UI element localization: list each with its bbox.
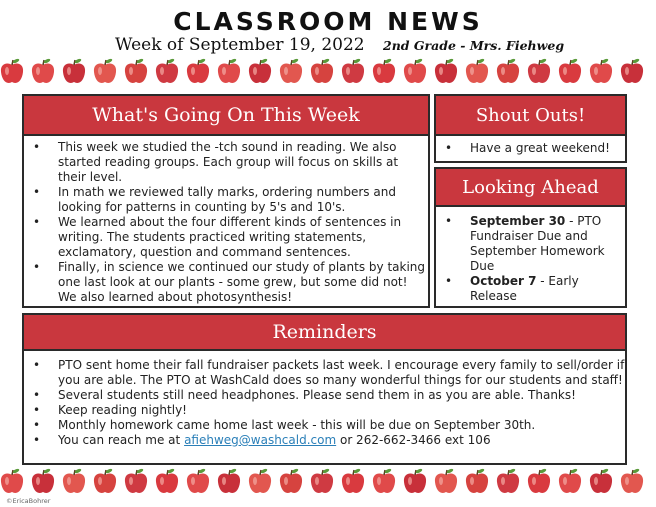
contact-prefix: You can reach me at: [58, 433, 185, 447]
list-item: • Several students still need headphones. Please send them in as you are able. Thanks!: [24, 388, 625, 403]
list-item: • Finally, in science we continued our study of plants by taking one last look at our plants - some grew, but some did not! We also learned about photosynthesis!: [24, 260, 428, 305]
apple-icon: [590, 58, 612, 83]
apple-icon: [94, 468, 116, 493]
apple-icon: [311, 468, 333, 493]
teacher-name: 2nd Grade - Mrs. Fiehweg: [383, 38, 565, 53]
apple-border-bottom: [0, 468, 656, 498]
list-item: • Have a great weekend!: [436, 141, 625, 156]
apple-icon: [1, 58, 23, 83]
apple-icon: [621, 468, 643, 493]
reminders-box: [22, 313, 627, 465]
apple-icon: [528, 468, 550, 493]
email-link[interactable]: afiehweg@washcald.com: [184, 433, 337, 447]
apple-icon: [466, 58, 488, 83]
newsletter-title: CLASSROOM NEWS: [173, 7, 483, 36]
list-item: • We learned about the four different kinds of sentences in writing. The students practiced writing statements, exclamatory, question and command sentences.: [24, 215, 428, 260]
shout-outs-list: [436, 136, 625, 156]
apple-icon: [497, 468, 519, 493]
apple-icon: [373, 58, 395, 83]
apple-icon: [342, 468, 364, 493]
apple-icon: [63, 58, 85, 83]
shout-outs-heading: Shout Outs!: [436, 96, 625, 136]
list-item: • Monthly homework came home last week - this will be due on September 30th.: [24, 418, 625, 433]
going-on-box: [22, 94, 430, 308]
going-on-heading: What's Going On This Week: [24, 96, 428, 136]
list-item: • This week we studied the -tch sound in reading. We also started reading groups. Each group will focus on skills at their level.: [24, 140, 428, 185]
looking-ahead-heading: Looking Ahead: [436, 169, 625, 207]
apple-icon: [32, 468, 54, 493]
event-text: - PTO Fundraiser Due and September Homework Due: [470, 214, 605, 273]
apple-icon: [187, 58, 209, 83]
apple-icon: [125, 58, 147, 83]
apple-icon: [404, 58, 426, 83]
apple-icon: [559, 58, 581, 83]
apple-icon: [342, 58, 364, 83]
list-item: [436, 214, 625, 274]
event-date: September 30: [470, 214, 566, 228]
apple-icon: [466, 468, 488, 493]
apple-icon: [621, 58, 643, 83]
apple-icon: [94, 58, 116, 83]
apple-icon: [156, 468, 178, 493]
reminders-heading: Reminders: [24, 315, 625, 351]
list-item: [436, 274, 625, 304]
apple-icon: [590, 468, 612, 493]
apple-icon: [249, 468, 271, 493]
shout-outs-box: [434, 94, 627, 163]
week-date: Week of September 19, 2022: [115, 35, 365, 55]
apple-icon: [1, 468, 23, 493]
list-item: • In math we reviewed tally marks, ordering numbers and looking for patterns in counting by 5's and 10's.: [24, 185, 428, 215]
apple-icon: [218, 58, 240, 83]
going-on-list: [24, 136, 428, 305]
apple-icon: [373, 468, 395, 493]
apple-icon: [32, 58, 54, 83]
list-item: [24, 433, 625, 448]
apple-icon: [218, 468, 240, 493]
apple-icon: [404, 468, 426, 493]
event-text: - Early Release: [470, 274, 579, 303]
reminders-list: [24, 351, 625, 448]
copyright-text: ©EricaBohrer: [6, 497, 51, 505]
apple-icon: [435, 468, 457, 493]
apple-icon: [125, 468, 147, 493]
apple-icon: [311, 58, 333, 83]
contact-suffix: or 262-662-3466 ext 106: [336, 433, 491, 447]
apple-icon: [280, 468, 302, 493]
apple-icon: [63, 468, 85, 493]
apple-icon: [156, 58, 178, 83]
list-item: • Keep reading nightly!: [24, 403, 625, 418]
apple-icon: [497, 58, 519, 83]
list-item: • PTO sent home their fall fundraiser packets last week. I encourage every family to sell/order if you are able. The PTO at WashCald does so many wonderful things for our students and staff!: [24, 358, 625, 388]
apple-border-top: [0, 58, 656, 88]
apple-icon: [249, 58, 271, 83]
looking-ahead-list: [436, 207, 625, 304]
apple-icon: [280, 58, 302, 83]
looking-ahead-box: [434, 167, 627, 308]
apple-icon: [435, 58, 457, 83]
apple-icon: [559, 468, 581, 493]
apple-icon: [528, 58, 550, 83]
apple-icon: [187, 468, 209, 493]
event-date: October 7: [470, 274, 537, 288]
